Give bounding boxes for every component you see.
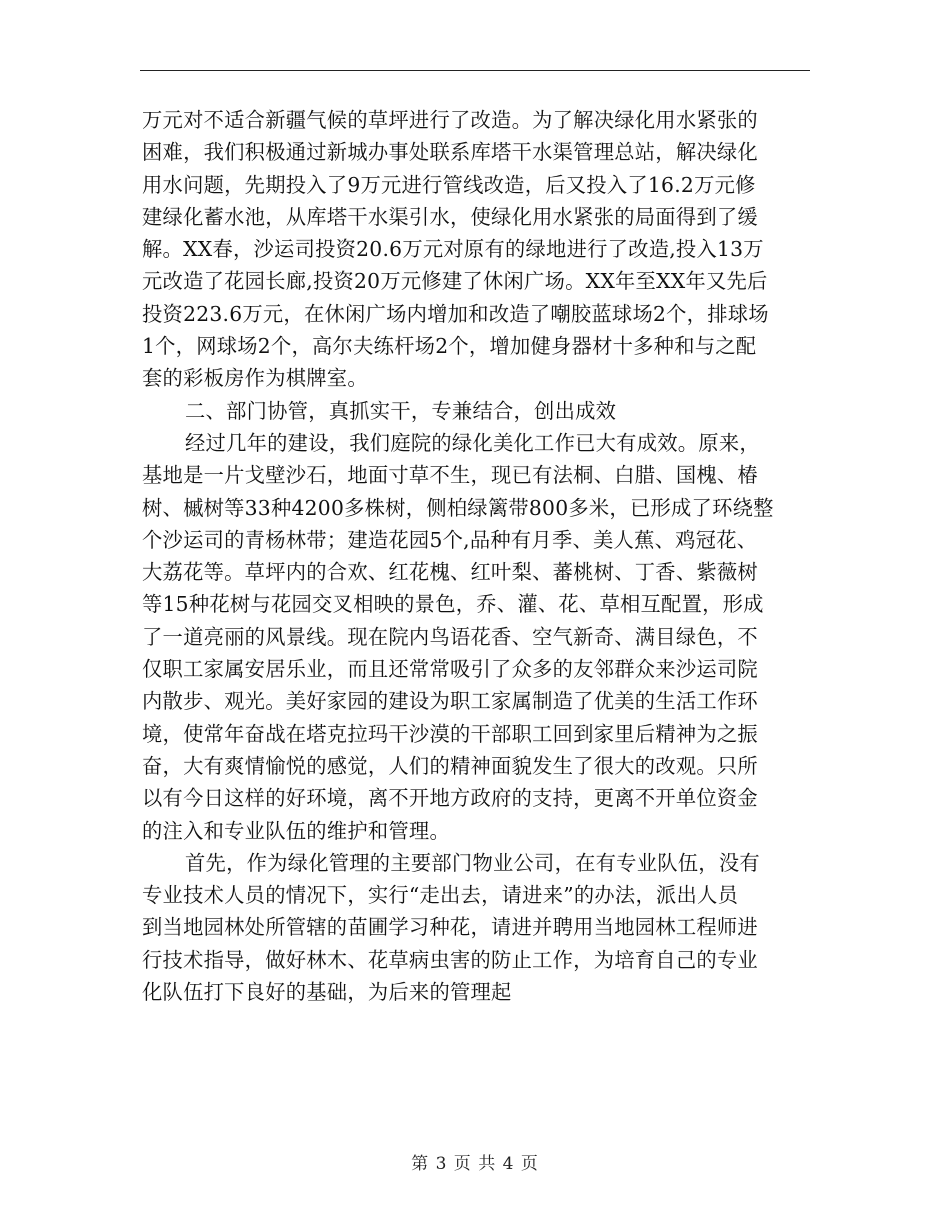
text-line: 经过几年的建设，我们庭院的绿化美化工作已大有成效。原来，: [185, 430, 760, 455]
text-line: 等15种花树与花园交叉相映的景色，乔、灌、花、草相互配置，形成: [142, 592, 764, 617]
text-line: 元改造了花园长廊,投资20万元修建了休闲广场。XX年至XX年又先后: [142, 269, 768, 294]
page-footer: [0, 1153, 950, 1175]
paragraph-3: [142, 427, 810, 847]
text-line: 困难，我们积极通过新城办事处联系库塔干水渠管理总站，解决绿化: [142, 140, 758, 165]
text-line: 树、槭树等33种4200多株树，侧柏绿篱带800多米，已形成了环绕整: [142, 495, 774, 520]
text-line: 境，使常年奋战在塔克拉玛干沙漠的干部职工回到家里后精神为之振: [142, 721, 758, 746]
text-line: 以有今日这样的好环境，离不开地方政府的支持，更离不开单位资金: [142, 786, 758, 811]
text-line: 内散步、观光。美好家园的建设为职工家属制造了优美的生活工作环: [142, 689, 758, 714]
text-line: 个沙运司的青杨林带；建造花园5个,品种有月季、美人蕉、鸡冠花、: [142, 527, 758, 552]
text-line: 到当地园林处所管辖的苗圃学习种花，请进并聘用当地园林工程师进: [142, 915, 758, 940]
text-line: 建绿化蓄水池，从库塔干水渠引水，使绿化用水紧张的局面得到了缓: [142, 204, 758, 229]
text-line: 仅职工家属安居乐业，而且还常常吸引了众多的友邻群众来沙运司院: [142, 657, 758, 682]
text-line: 的注入和专业队伍的维护和管理。: [142, 818, 450, 843]
paragraph-1: [142, 104, 810, 395]
text-line: 套的彩板房作为棋牌室。: [142, 366, 368, 391]
text-line: 奋，大有爽情愉悦的感觉，人们的精神面貌发生了很大的改观。只所: [142, 753, 758, 778]
text-line: 化队伍打下良好的基础，为后来的管理起: [142, 980, 512, 1005]
header-rule: [140, 70, 810, 71]
text-line: 了一道亮丽的风景线。现在院内鸟语花香、空气新奇、满目绿色，不: [142, 624, 758, 649]
text-line: 投资223.6万元，在休闲广场内增加和改造了嘲胶蓝球场2个，排球场: [142, 301, 769, 326]
section-heading: [142, 395, 810, 427]
text-line: 1个，网球场2个，高尔夫练杆场2个，增加健身器材十多种和与之配: [142, 334, 757, 359]
page-number: 第 3 页 共 4 页: [411, 1154, 539, 1174]
text-line: 首先，作为绿化管理的主要部门物业公司，在有专业队伍，没有: [185, 850, 760, 875]
paragraph-4: [142, 847, 810, 1008]
document-body: [142, 104, 810, 1008]
text-line: 用水问题，先期投入了9万元进行管线改造，后又投入了16.2万元修: [142, 172, 756, 197]
text-line: 大荔花等。草坪内的合欢、红花槐、红叶梨、蕃桃树、丁香、紫薇树: [142, 560, 758, 585]
text-line: 基地是一片戈壁沙石，地面寸草不生，现已有法桐、白腊、国槐、椿: [142, 463, 758, 488]
text-line: 万元对不适合新疆气候的草坪进行了改造。为了解决绿化用水紧张的: [142, 108, 758, 132]
text-line: 专业技术人员的情况下，实行“走出去，请进来”的办法，派出人员: [142, 883, 739, 908]
section-heading-text: 二、部门协管，真抓实干，专兼结合，创出成效: [185, 398, 617, 423]
text-line: 行技术指导，做好林木、花草病虫害的防止工作，为培育自己的专业: [142, 947, 758, 972]
text-line: 解。XX春，沙运司投资20.6万元对原有的绿地进行了改造,投入13万: [142, 237, 764, 262]
